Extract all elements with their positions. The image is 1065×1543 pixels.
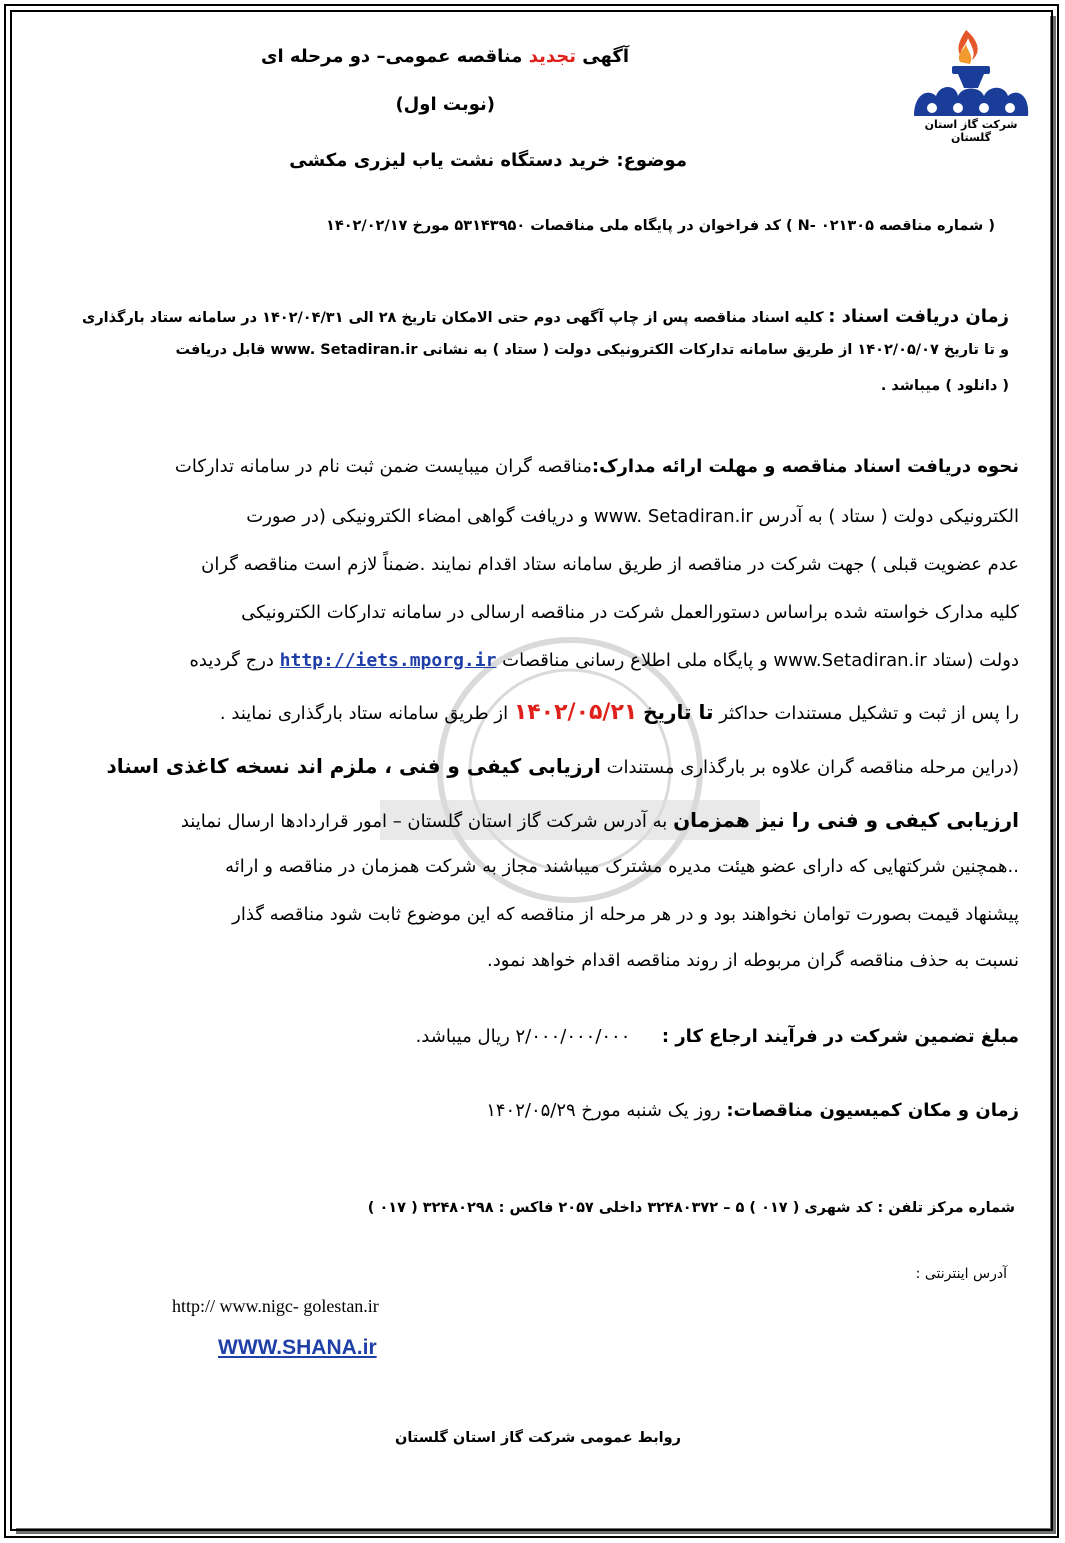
internet-label: آدرس اینترنتی :: [915, 1266, 1007, 1282]
method-line-1: نحوه دریافت اسناد مناقصه و مهلت ارائه مدارک:مناقصه گران میبایست ضمن ثبت نام در سامانه تدارکات: [174, 456, 1019, 477]
nigc-url[interactable]: http:// www.nigc- golestan.ir: [172, 1296, 379, 1316]
iets-link[interactable]: http://iets.mporg.ir: [279, 650, 497, 671]
notice-title: آگهی تجدید مناقصه عمومی– دو مرحله ای: [260, 46, 629, 67]
tender-number-line: ( شماره مناقصه N- ۰۲۱۳۰۵ ) کد فراخوان در پایگاه ملی مناقصات ۵۳۱۴۳۹۵۰ مورخ ۱۴۰۲/۰۲/۱۷: [326, 218, 995, 234]
stage-line-1: (دراین مرحله مناقصه گران علاوه بر بارگذاری مستندات ارزیابی کیفی و فنی ، ملزم اند نسخه کاغذی اسناد: [106, 754, 1019, 778]
method-line-6: را پس از ثبت و تشکیل مستندات حداکثر تا تاریخ ۱۴۰۲/۰۵/۲۱ از طریق سامانه ستاد بارگذاری نمایند .: [219, 700, 1019, 725]
stage-line-5: نسبت به حذف مناقصه گران مربوطه از روند مناقصه اقدام خواهد نمود.: [487, 950, 1019, 971]
commission-line: زمان و مکان کمیسیون مناقصات: روز یک شنبه مورخ ۱۴۰۲/۰۵/۲۹: [486, 1100, 1019, 1121]
method-line-4: کلیه مدارک خواسته شده براساس دستورالعمل شرکت در مناقصه ارسالی در سامانه تدارکات الکترونیکی: [241, 602, 1019, 623]
guarantee-line: مبلغ تضمین شرکت در فرآیند ارجاع کار : ۲/۰۰۰/۰۰۰/۰۰۰ ریال میباشد.: [415, 1026, 1019, 1047]
method-line-2: الکترونیکی دولت ( ستاد ) به آدرس www. Setadiran.ir و دریافت گواهی امضاء الکترونیکی (در صورت: [246, 506, 1019, 527]
footer-public-relations: روابط عمومی شرکت گاز استان گلستان: [394, 1430, 681, 1446]
stage-line-3: ..همچنین شرکتهایی که دارای عضو هیئت مدیره مشترک میباشند مجاز به شرکت همزمان در مناقصه و ارائه: [225, 856, 1019, 877]
stage-line-2: ارزیابی کیفی و فنی را نیز همزمان به آدرس شرکت گاز استان گلستان – امور قراردادها ارسال نمایند: [180, 808, 1019, 832]
shana-url[interactable]: WWW.SHANA.ir: [218, 1336, 377, 1359]
receipt-line-3: ( دانلود ) میباشد .: [880, 378, 1009, 394]
receipt-line-1: زمان دریافت اسناد : کلیه اسناد مناقصه پس از چاپ آگهی دوم حتی الامکان تاریخ ۲۸ الی ۱۴۰۲/۰۴/۳۱ در سامانه ستاد بارگذاری: [82, 306, 1009, 327]
stage-line-4: پیشنهاد قیمت بصورت توامان نخواهند بود و در هر مرحله از مناقصه که این موضوع ثابت شود مناقصه گذار: [232, 904, 1019, 925]
logo-company-name: شرکت گاز استان گلستان: [924, 118, 1018, 144]
notice-round: (نوبت اول): [395, 94, 495, 115]
method-line-3: عدم عضویت قبلی ) جهت شرکت در مناقصه از طریق سامانه ستاد اقدام نمایند .ضمناً لازم است مناقصه گران: [201, 554, 1019, 575]
contact-line: شماره مرکز تلفن : کد شهری ( ۰۱۷ ) ۵ – ۳۲۴۸۰۳۷۲ داخلی ۲۰۵۷ فاکس : ۳۲۴۸۰۲۹۸ ( ۰۱۷ ): [367, 1200, 1015, 1216]
notice-subject: موضوع: خرید دستگاه نشت یاب لیزری مکشی: [289, 150, 687, 171]
receipt-line-2: و تا تاریخ ۱۴۰۲/۰۵/۰۷ از طریق سامانه تدارکات الکترونیکی دولت ( ستاد ) به نشانی www. Setadiran.ir قابل دریافت: [175, 342, 1009, 358]
method-line-5: دولت (ستاد www.Setadiran.ir و پایگاه ملی اطلاع رسانی مناقصات http://iets.mporg.ir درج گردیده: [189, 650, 1019, 671]
